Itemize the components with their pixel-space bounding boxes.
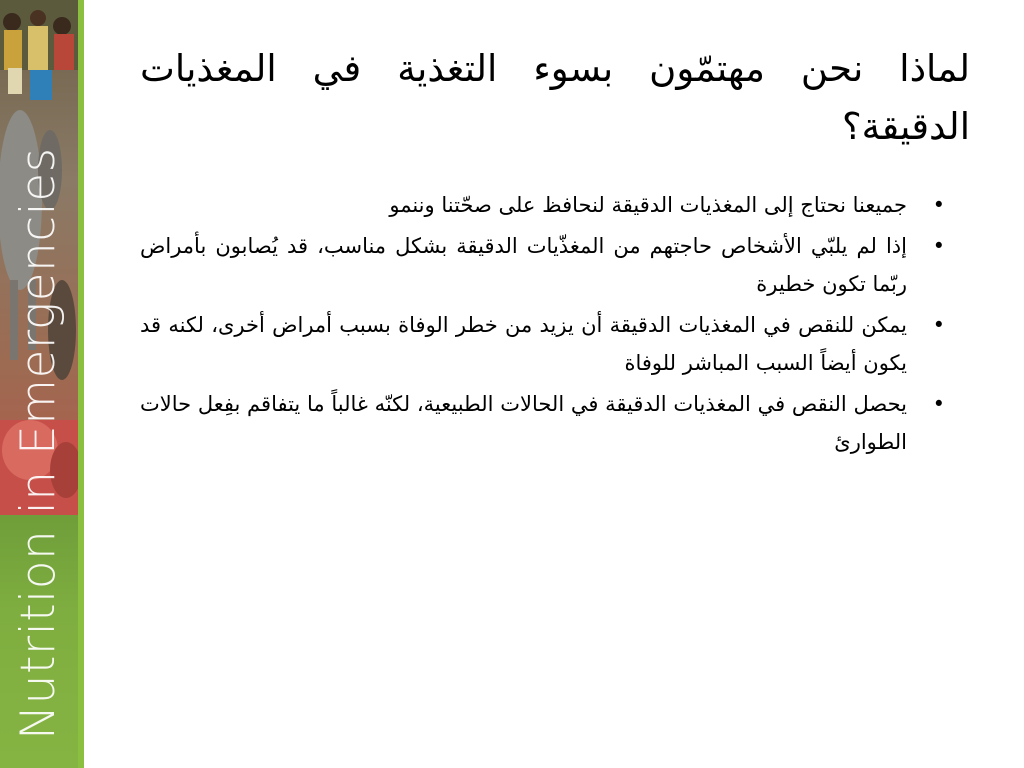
bullet-dot-icon: • (932, 313, 945, 337)
bullet-item-1 (140, 186, 950, 224)
bullet-text: جميعنا نحتاج إلى المغذيات الدقيقة لنحافظ على صحّتنا وننمو (389, 193, 907, 217)
bullet-text: يمكن للنقص في المغذيات الدقيقة أن يزيد من خطر الوفاة بسبب أمراض أخرى، لكنه قد يكون أيضاً السبب المباشر للوفاة (140, 313, 907, 375)
side-stripe (78, 0, 84, 768)
bullet-list (140, 186, 950, 464)
bullet-dot-icon: • (932, 193, 945, 217)
bullet-text: يحصل النقص في المغذيات الدقيقة في الحالات الطبيعية، لكنّه غالباً ما يتفاقم بفِعل حالات الطوارئ (140, 392, 907, 454)
side-vertical-title: Nutrition in Emergencies (11, 147, 66, 740)
bullet-dot-icon: • (932, 392, 945, 416)
side-banner (0, 0, 78, 768)
slide-title: لماذا نحن مهتمّون بسوء التغذية في المغذيات الدقيقة؟ (140, 47, 970, 148)
bullet-item-4 (140, 385, 950, 461)
bullet-item-3 (140, 306, 950, 382)
bullet-item-2 (140, 227, 950, 303)
bullet-text: إذا لم يلبّي الأشخاص حاجتهم من المغذّيات الدقيقة بشكل مناسب، قد يُصابون بأمراض ربّما تكون خطيرة (140, 234, 907, 296)
bullet-dot-icon: • (932, 234, 945, 258)
